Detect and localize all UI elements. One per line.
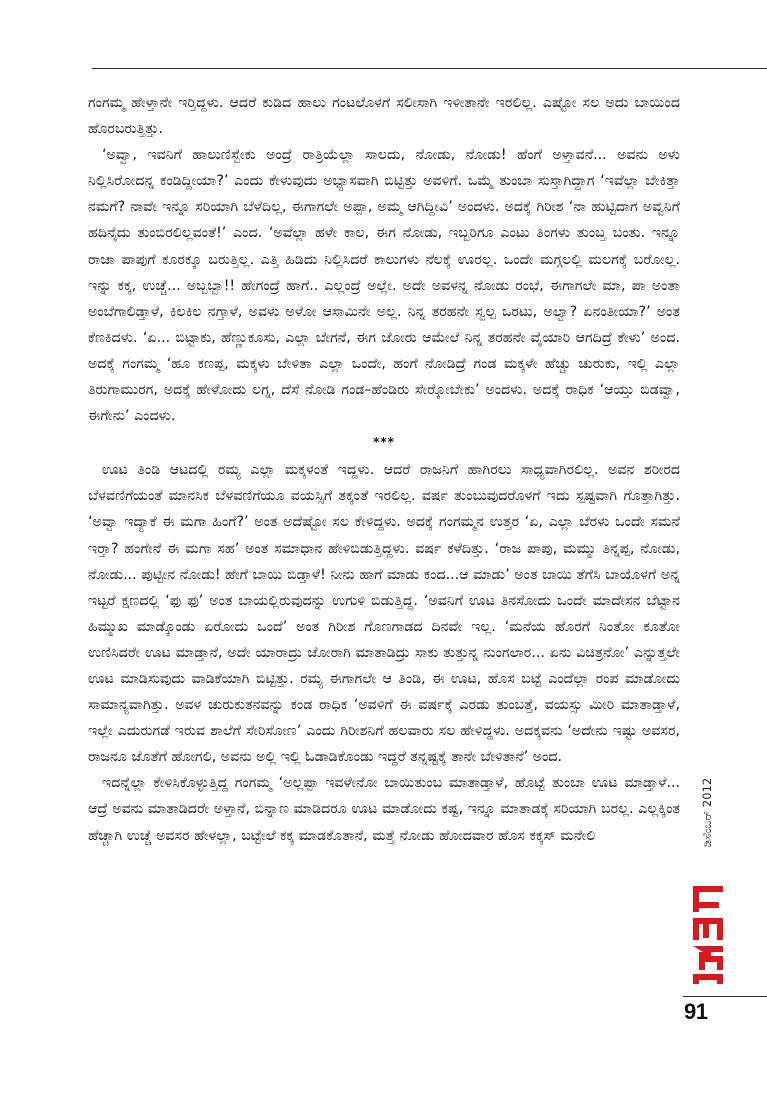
paragraph: ಊಟ ತಿಂಡಿ ಆಟದಲ್ಲಿ ರಮ್ಯ ಎಲ್ಲಾ ಮಕ್ಕಳಂತೆ ಇದ್ದಳು. ಆದರೆ ರಾಜನಿಗೆ ಹಾಗಿರಲು ಸಾಧ್ಯವಾಗಿರಲಿಲ್ಲ. ಅವನ ಶರೀರದ ಬೆಳವಣಿಗೆಯಂತೆ ಮಾನಸಿಕ ಬೆಳವಣಿಗೆಯೂ ವಯಸ್ಸಿಗೆ ತಕ್ಕಂತೆ ಇರಲಿಲ್ಲ. ವರ್ಷ ತುಂಬುವುದರೊಳಗೆ ಇದು ಸ್ಪಷ್ಟವಾಗಿ ಗೊತ್ತಾಗಿತ್ತು. ‘ಅವ್ವಾ ಇದ್ಯಾಕೆ ಈ ಮಗಾ ಹಿಂಗೆ?’ ಅಂತ ಅದೆಷ್ಟೋ ಸಲ ಕೇಳಿದ್ದಳು. ಅದಕ್ಕೆ ಗಂಗಮ್ಮನ ಉತ್ತರ ‘ಏ, ಎಲ್ಲಾ ಬೆರಳು ಒಂದೇ ಸಮನೆ ಇರ್‍ತಾ? ಹಂಗೇನೆ ಈ ಮಗಾ ಸಹ’ ಅಂತ ಸಮಾಧಾನ ಹೇಳಿಬಿಡುತ್ತಿದ್ದಳು. ವರ್ಷ ಕಳೆದಿತ್ತು. ‘ರಾಜ ಪಾಪು, ಮಮ್ಮು ತಿನ್ನಪ್ಪ, ನೋಡು, ನೋಡು... ಪುಟ್ಟೀನ ನೋಡು! ಹೇಗೆ ಬಾಯಿ ಬಿಡ್ತಾಳೆ! ನೀನು ಹಾಗೆ ಮಾಡು ಕಂದ...ಆ ಮಾಡು’ ಅಂತ ಬಾಯಿ ತೆಗೆಸಿ ಬಾಯೊಳಗೆ ಅನ್ನ ಇಟ್ಟರೆ ಕ್ಷಣದಲ್ಲಿ ‘ಫು ಫು’ ಅಂತ ಬಾಯಲ್ಲಿರುವುದನ್ನು ಉಗುಳಿ ಬಿಡುತ್ತಿದ್ದ. ‘ಅವನಿಗೆ ಊಟ ತಿನಸೋದು ಒಂದೇ ಮಾದೇಸನ ಬೆಟ್ಟಾನ ಹಿಮ್ಮುಖ ಮಾಡ್ಕೊಂಡು ಏರೋದು ಒಂದೆ’ ಅಂತ ಗಿರೀಶ ಗೊಣಗಾಡದ ದಿನವೇ ಇಲ್ಲ. ‘ಮನೆಯ ಹೊರಗೆ ನಿಂತೋ ಕೂತೋ ಉಣಿಸಿದರೇ ಊಟ ಮಾಡ್ತಾನೆ, ಅದೇ ಯಾರಾದ್ರು ಜೋರಾಗಿ ಮಾತಾಡಿದ್ರು ಸಾಕು ತುತ್ತುನ್ನ ನುಂಗಲಾರ... ಏನು ವಿಚಿತ್ರನೋ’ ಎನ್ನುತ್ತಲೇ ಊಟ ಮಾಡಿಸುವುದು ವಾಡಿಕೆಯಾಗಿ ಬಿಟ್ಟಿತ್ತು. ರಮ್ಯ ಈಗಾಗಲೇ ಆ ತಿಂಡಿ, ಈ ಊಟ, ಹೊಸ ಬಟ್ಟೆ ಎಂದೆಲ್ಲಾ ರಂಪ ಮಾಡೋದು ಸಾಮಾನ್ಯವಾಗಿತ್ತು. ಅವಳ ಚುರುಕುತನವನ್ನು ಕಂಡ ರಾಧಿಕ ‘ಅವಳಿಗೆ ಈ ವರ್ಷಕ್ಕೆ ಎರಡು ತುಂಬತ್ತೆ, ವಯಸ್ಸು ಮೀರಿ ಮಾತಾಡ್ತಾಳೆ, ಇಲ್ಲೇ ಎದುರುಗಡೆ ಇರುವ ಶಾಲೆಗೆ ಸೇರಿಸೋಣ’ ಎಂದು ಗಿರೀಶನಿಗೆ ಹಲವಾರು ಸಲ ಹೇಳಿದ್ದಳು. ಅದಕ್ಕವನು ‘ಅದೇನು ಇಷ್ಟು ಅವಸರ, ರಾಜನೂ ಜೊತೆಗೆ ಹೋಗಲಿ, ಅವನು ಅಲ್ಲಿ ಇಲ್ಲಿ ಓಡಾಡಿಕೊಂಡು ಇದ್ದರೆ ತನ್ನಷ್ಟಕ್ಕೆ ತಾನೇ ಬೇಳಿತಾನೆ’ ಅಂದ. [88,462,680,766]
paragraph: ‘ಅವ್ವಾ, ಇವನಿಗೆ ಹಾಲುಣಿಸ್ಬೇಕು ಅಂದ್ರೆ ರಾತ್ರಿಯೆಲ್ಲಾ ಸಾಲದು, ನೋಡು, ನೋಡು! ಹೆಂಗೆ ಅಳ್ತಾವನೆ... ಅವನು ಅಳು ನಿಲ್ಲಿಸಿರೋದನ್ನ ಕಂಡಿದ್ದೀಯಾ?’ ಎಂದು ಕೇಳುವುದು ಅಭ್ಯಾಸವಾಗಿ ಬಿಟ್ಟಿತ್ತು ಅವಳಿಗೆ. ಒಮ್ಮೆ ತುಂಬಾ ಸುಸ್ತಾಗಿದ್ದಾಗ ‘ಇವೆಲ್ಲಾ ಬೇಕಿತ್ತಾ ನಮಗೆ? ನಾವೇ ಇನ್ನೂ ಸರಿಯಾಗಿ ಬೆಳೆದಿಲ್ಲ, ಈಗಾಗಲೇ ಅಪ್ಪಾ, ಅಮ್ಮ ಆಗಿದ್ದೀವಿ’ ಅಂದಳು. ಅದಕ್ಕೆ ಗಿರೀಶ ‘ನಾ ಹುಟ್ಟಿದಾಗ ಅವ್ವನಿಗೆ ಹದಿನೈದು ತುಂಬಿರಲಿಲ್ಲವಂತೆ!’ ಎಂದ. ‘ಅವೆಲ್ಲಾ ಹಳೇ ಕಾಲ, ಈಗ ನೋಡು, ಇಬ್ಬರಿಗೂ ಎಂಟು ತಿಂಗಳು ತುಂಬ್ತ ಬಂತು. ಇನ್ನೂ ರಾಜಾ ಪಾಪುಗೆ ಕೂರಕ್ಕೂ ಬರುತ್ತಿಲ್ಲ. ಎತ್ತಿ ಹಿಡಿದು ನಿಲ್ಲಿಸಿದರೆ ಕಾಲುಗಳು ನೆಲಕ್ಕೆ ಊರಲ್ಲ. ಒಂದೇ ಮಗ್ಗಲಲ್ಲಿ ಮಲಗಕ್ಕೆ ಬರೋಲ್ಲ. ಇನ್ನು ಕಕ್ಕ, ಉಚ್ಚೆ... ಅಬ್ಬಬ್ಬಾ!! ಹೇಗಂದ್ರೆ ಹಾಗೆ.. ಎಲ್ಲಂದ್ರೆ ಅಲ್ಲೇ. ಅದೇ ಅವಳನ್ನ ನೋಡು ರಂಭೆ, ಈಗಾಗಲೇ ಮಾ, ಪಾ ಅಂತಾ ಅಂಬೆಗಾಲಿಡ್ತಾಳೆ, ಕಿಲಕಿಲ ನಗ್ತಾಳೆ, ಅವಳು ಅಳೋ ಆಸಾಮಿನೇ ಅಲ್ಲ. ನಿನ್ನ ತರಹನೇ ಸ್ವಲ್ಪ ಒರಟು, ಅಲ್ವಾ? ಏನಂತೀಯಾ?’ ಅಂತ ಕೆಣಕಿದಳು. ‘ಏ... ಬಿಟ್ಟಾಕು, ಹೆಣ್ಣುಕೂಸು, ಎಲ್ಲಾ ಬೇಗನೆ, ಈಗ ಜೋರು ಆಮೇಲೆ ನಿನ್ನ ತರಹನೇ ವೈಯಾರಿ ಆಗದಿದ್ರೆ ಕೇಳು’ ಅಂದ. ಅದಕ್ಕೆ ಗಂಗಮ್ಮ ‘ಹೂ ಕಣಪ್ಪ, ಮಕ್ಕಳು ಬೇಳಿತಾ ಎಲ್ಲಾ ಒಂದೇ, ಹಂಗೆ ನೋಡಿದ್ರೆ ಗಂಡ ಮಕ್ಕಳೇ ಹೆಚ್ಚು ಚುರುಕು, ಇಲ್ಲಿ ಎಲ್ಲಾ ತಿರುಗಾಮುರಗ, ಅದಕ್ಕೆ ಹೇಳೋದು ಲಗ್ನ, ದೆಸೆ ನೋಡಿ ಗಂಡ–ಹೆಂಡಿರು ಸೇರ್‍ಕೋಬೇಕು’ ಅಂದಳು. ಅದಕ್ಕೆ ರಾಧಿಕ ‘ಆಯ್ತು ಬಿಡವ್ವಾ, ಈಗೇನು’ ಎಂದಳು. [88,147,680,425]
header-rule [92,68,767,69]
footer-rule [683,996,767,997]
paragraph: ಇದನ್ನೆಲ್ಲಾ ಕೇಳಿಸಿಕೊಳ್ಳುತ್ತಿದ್ದ ಗಂಗಮ್ಮ ‘ಅಲ್ಲಪ್ಪಾ ಇವಳೇನೋ ಬಾಯಿತುಂಬ ಮಾತಾಡ್ತಾಳೆ, ಹೊಟ್ಟೆ ತುಂಬಾ ಊಟ ಮಾಡ್ತಾಳೆ... ಆದ್ರೆ ಅವನು ಮಾತಾಡಿದರೇ ಅಳ್ತಾನೆ, ಬಿನ್ನಾಣ ಮಾಡಿದರೂ ಊಟ ಮಾಡೋದು ಕಷ್ಟ, ಇನ್ನೂ ಮಾತಾಡಕ್ಕೆ ಸರಿಯಾಗಿ ಬರಲ್ಲ. ಎಲ್ಲಕ್ಕಿಂತ ಹೆಚ್ಚಾಗಿ ಉಚ್ಚೆ ಅವಸರ ಹೇಳಲ್ಲಾ, ಬಟ್ಟೇಲೆ ಕಕ್ಕ ಮಾಡಕೊತಾನೆ, ಮತ್ತೆ ನೋಡು ಹೋದವಾರ ಹೊಸ ಕಕ್ಕಸ್ ಮನೇಲಿ [88,775,680,844]
issue-date [701,752,715,872]
issue-date-text: ಡಿಸೆಂಬರ್ 2012 [700,777,715,847]
mayura-logo-icon [687,880,729,990]
page-number: 91 [684,999,708,1024]
section-break: *** [373,435,395,450]
article-body [88,90,680,849]
magazine-logo [687,880,729,990]
paragraph: ಗಂಗಮ್ಮ ಹೇಳ್ತಾನೇ ಇರ್‍ತಿದ್ದಳು. ಆದರೆ ಕುಡಿದ ಹಾಲು ಗಂಟಲೊಳಗೆ ಸಲೀಸಾಗಿ ಇಳೀತಾನೇ ಇರಲಿಲ್ಲ. ಎಷ್ಟೋ ಸಲ ಅದು ಬಾಯಿಂದ ಹೊರಬರುತ್ತಿತ್ತು. [88,95,680,138]
